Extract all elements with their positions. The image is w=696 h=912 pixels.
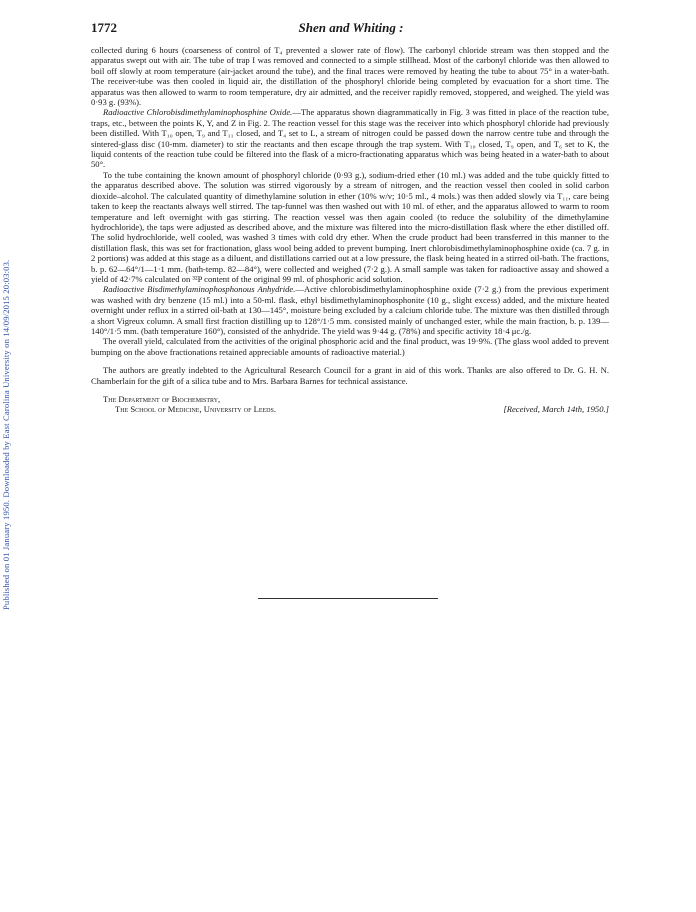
affiliation-block	[91, 394, 609, 415]
paragraph-text: —The apparatus shown diagrammatically in Fig. 3 was fitted in place of the reaction tube, traps, etc., between the points K, Y, and Z in Fig. 2. The reaction vessel for this stage was the receiver into which phosphoryl chloride had previously been distilled. With T₁₀ open, T₉ and T₁₁ closed, and T₄ set to L, a stream of nitrogen could be passed down the narrow centre tube and through the sintered-glass disc (10-mm. diameter) to stir the reactants and then escape through the trap system. With T₁₀ closed, T₉ open, and T₆ set to K, the liquid contents of the reaction tube could be filtered into the flask of a micro-fractionating apparatus which was being heated in a water-bath to about 50°.	[91, 107, 609, 170]
page-header	[91, 20, 611, 36]
section-heading: Radioactive Bisdimethylaminophosphonous Anhydride.	[103, 284, 296, 295]
paragraph-text: —Active chlorobisdimethylaminophosphine oxide (7·2 g.) from the previous experiment was washed with dry benzene (15 ml.) into a 50-ml. flask, ethyl bisdimethylaminophosphonite (10 g., slight excess) added, and the mixture heated overnight under reflux in a stirred oil-bath at 130—145°, moisture being excluded by a calcium chloride tube. The mixture was then distilled through a short Vigreux column. A small first fraction distilling up to 128°/1·5 mm. consisted mainly of unchanged ester, while the main fraction, b. p. 139—140°/1·5 mm. (bath temperature 160°), consisted of the anhydride. The yield was 9·44 g. (78%) and specific activity 18·4 μc./g.	[91, 284, 609, 336]
section-heading: Radioactive Chlorobisdimethylaminophosphine Oxide.	[103, 107, 293, 118]
download-watermark	[1, 40, 15, 610]
download-watermark-text: Published on 01 January 1950. Downloaded by East Carolina University on 14/09/2015 20:03:03.	[1, 259, 11, 610]
affiliation-school: The School of Medicine, University of Leeds.	[115, 404, 276, 415]
end-rule	[258, 598, 438, 599]
paragraph: collected during 6 hours (coarseness of control of T₄ prevented a slower rate of flow). The carbonyl chloride stream was then stopped and the apparatus swept out with air. The tube of trap I was removed and connected to a simple stillhead. Most of the carbonyl chloride was then allowed to boil off slowly at room temperature (air-jacket around the tube), and the final traces were removed by heating the tube to about 75° in a water-bath. The receiver-tube was then cooled in liquid air, the distillation of the phosphoryl chloride being completed by evacuation for a short time. The apparatus was then allowed to warm to room temperature, dry air admitted, and the receiver rapidly removed, stoppered, and weighed. The yield was 0·93 g. (93%).	[91, 45, 609, 108]
paragraph: To the tube containing the known amount of phosphoryl chloride (0·93 g.), sodium-dried ether (10 ml.) was added and the tube quickly fitted to the apparatus described above. The solution was stirred vigorously by a stream of nitrogen, and the reaction vessel then cooled in solid carbon dioxide–alcohol. The calculated quantity of dimethylamine solution in ether (10% w/v; 10·5 ml., 4 mols.) was then added slowly via T₁₁, care being taken to keep the reactants always well stirred. The tap-funnel was then washed out with 10 ml. of ether, and the apparatus allowed to warm to room temperature and left overnight with gas stirring. The reaction vessel was then again cooled (to reduce the solubility of the dimethylamine hydrochloride), the taps were adjusted as described above, and the mixture was filtered into the micro-distillation flask where the ether distilled off. The solid hydrochloride, well cooled, was washed 3 times with cold dry ether. When the crude product had been transferred in this manner to the distillation flask, this was set for fractionation, glass wool being added to prevent bumping. Inert chlorobisdimethylaminophosphine oxide (ca. 7 g. in 2 portions) was added at this stage as a diluent, and distillations carried out at a low pressure, the flask being heated in a stirred oil-bath. The fractions, b. p. 62—64°/1—1·1 mm. (bath-temp. 82—84°), were collected and weighed (7·2 g.). A small sample was taken for radioactive assay and showed a yield of 42·7% calculated on ³²P content of the original 99 ml. of phosphoric acid solution.	[91, 169, 609, 284]
received-date: [Received, March 14th, 1950.]	[503, 404, 609, 415]
acknowledgements: The authors are greatly indebted to the Agricultural Research Council for a grant in aid of this work. Thanks are also offered to Dr. G. H. N. Chamberlain for the gift of a silica tube and to Mrs. Barbara Barnes for technical assistance.	[91, 365, 609, 386]
paragraph: The overall yield, calculated from the activities of the original phosphoric acid and the final product, was 19·9%. (The glass wool added to prevent bumping on the above fractionations retained appreciable amounts of radioactive material.)	[91, 336, 609, 357]
article-body	[91, 45, 609, 415]
running-head: Shen and Whiting :	[298, 20, 404, 35]
paragraph	[91, 284, 609, 336]
paragraph	[91, 107, 609, 169]
page-number: 1772	[91, 20, 117, 35]
affiliation-department: The Department of Biochemistry,	[103, 394, 221, 404]
